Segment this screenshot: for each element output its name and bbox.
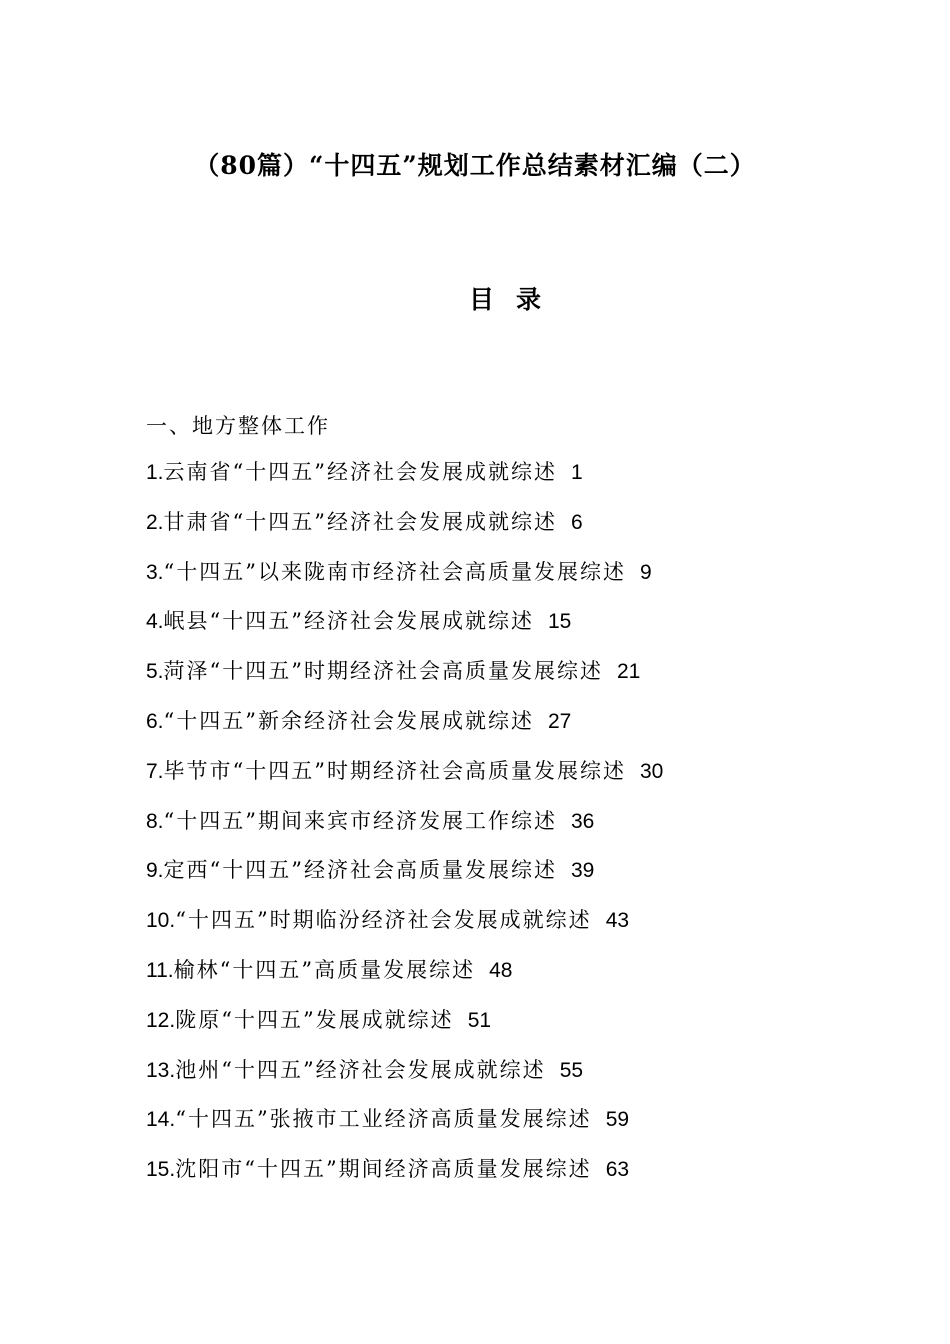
toc-entry-page: 55 — [559, 1058, 584, 1082]
toc-entry-title: 云南省“十四五”经济社会发展成就综述 — [163, 460, 557, 484]
toc-entry-page: 30 — [640, 759, 664, 783]
toc-entry[interactable]: 15.沈阳市“十四五”期间经济高质量发展综述 63 — [146, 1157, 630, 1182]
toc-entry-page: 27 — [548, 709, 572, 733]
toc-entry[interactable]: 3.“十四五”以来陇南市经济社会高质量发展综述 9 — [146, 559, 652, 584]
toc-entry[interactable]: 1.云南省“十四五”经济社会发展成就综述 1 — [146, 460, 583, 484]
toc-entry-title: 定西“十四五”经济社会高质量发展综述 — [163, 858, 557, 883]
toc-entry-title: 甘肃省“十四五”经济社会发展成就综述 — [163, 509, 557, 534]
toc-entry[interactable]: 11.榆林“十四五”高质量发展综述 48 — [146, 957, 513, 982]
toc-entry-page: 6 — [571, 510, 583, 534]
toc-entry-title: “十四五”张掖市工业经济高质量发展综述 — [175, 1107, 592, 1132]
toc-entry-title: “十四五”以来陇南市经济社会高质量发展综述 — [163, 559, 626, 584]
toc-entry[interactable]: 10.“十四五”时期临汾经济社会发展成就综述 43 — [146, 908, 630, 933]
toc-section-heading: 一、地方整体工作 — [146, 414, 330, 438]
toc-entry-title: “十四五”新余经济社会发展成就综述 — [163, 708, 534, 733]
toc-entry-page: 63 — [605, 1158, 630, 1182]
toc-entry-page: 36 — [571, 809, 595, 833]
toc-heading-char: 目 — [468, 285, 494, 314]
toc-entry-page: 48 — [489, 958, 513, 982]
toc-entry-title: 池州“十四五”经济社会发展成就综述 — [175, 1057, 546, 1082]
document-title: （80篇）“十四五”规划工作总结素材汇编（二） — [194, 151, 756, 180]
toc-entry-title: 陇原“十四五”发展成就综述 — [175, 1007, 454, 1032]
toc-entry[interactable]: 14.“十四五”张掖市工业经济高质量发展综述 59 — [146, 1107, 630, 1132]
toc-entry[interactable]: 8.“十四五”期间来宾市经济发展工作综述 36 — [146, 808, 595, 833]
toc-entry[interactable]: 13.池州“十四五”经济社会发展成就综述 55 — [146, 1057, 584, 1082]
toc-entry[interactable]: 7.毕节市“十四五”时期经济社会高质量发展综述 30 — [146, 758, 664, 783]
toc-entry-title: 沈阳市“十四五”期间经济高质量发展综述 — [175, 1157, 592, 1182]
toc-entry[interactable]: 12.陇原“十四五”发展成就综述 51 — [146, 1007, 492, 1032]
toc-entry[interactable]: 6.“十四五”新余经济社会发展成就综述 27 — [146, 708, 572, 733]
toc-entry-page: 39 — [571, 859, 595, 883]
toc-entry-page: 1 — [571, 461, 583, 484]
toc-entry-title: 菏泽“十四五”时期经济社会高质量发展综述 — [163, 659, 603, 684]
toc-entry-title: “十四五”时期临汾经济社会发展成就综述 — [175, 908, 592, 933]
toc-entry-title: 岷县“十四五”经济社会发展成就综述 — [163, 609, 534, 634]
toc-entry[interactable]: 5.菏泽“十四五”时期经济社会高质量发展综述 21 — [146, 659, 641, 684]
toc-heading-char: 录 — [516, 285, 542, 314]
toc-list — [146, 458, 906, 1205]
toc-entry-title: 榆林“十四五”高质量发展综述 — [173, 957, 476, 982]
toc-entry[interactable]: 4.岷县“十四五”经济社会发展成就综述 15 — [146, 609, 572, 634]
toc-entry-title: 毕节市“十四五”时期经济社会高质量发展综述 — [163, 758, 626, 783]
toc-entry-page: 15 — [548, 610, 572, 634]
toc-entry-page: 51 — [467, 1008, 492, 1032]
toc-entry[interactable]: 2.甘肃省“十四五”经济社会发展成就综述 6 — [146, 509, 583, 534]
toc-entry[interactable]: 9.定西“十四五”经济社会高质量发展综述 39 — [146, 858, 595, 883]
toc-entry-page: 43 — [605, 909, 630, 933]
toc-heading — [0, 280, 950, 316]
toc-entry-page: 9 — [640, 560, 652, 584]
toc-entry-page: 21 — [617, 660, 641, 684]
toc-entry-page: 59 — [605, 1108, 630, 1132]
toc-entry-title: “十四五”期间来宾市经济发展工作综述 — [163, 808, 557, 833]
